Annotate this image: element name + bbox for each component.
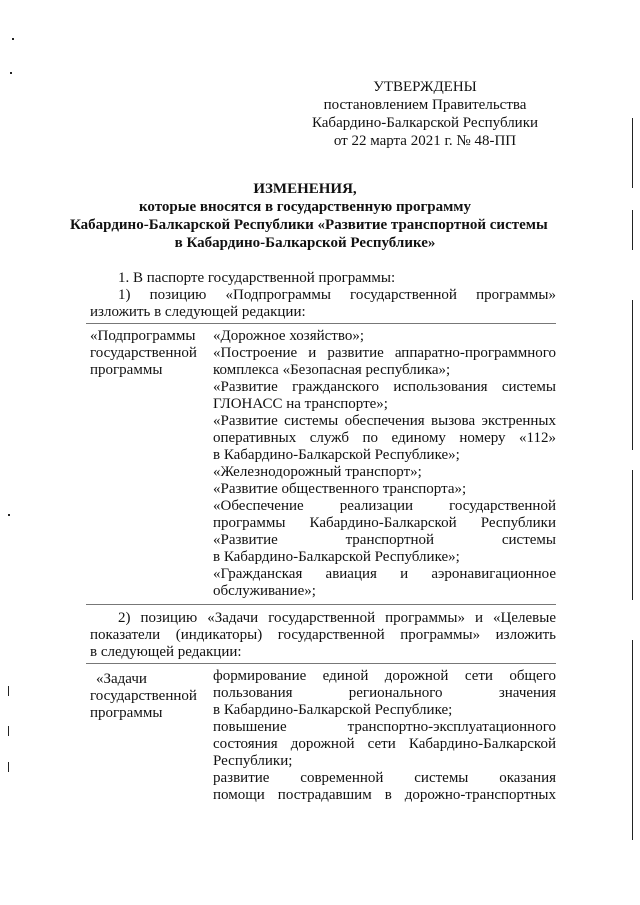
task-item: повышение транспортно-эксплуатационного xyxy=(213,719,556,735)
scan-mark xyxy=(12,38,14,40)
subprogram-item: «Развитие гражданского использования системы xyxy=(213,379,556,395)
subprogram-item: оперативных служб по единому номеру «112» xyxy=(213,430,556,446)
section2-line: 2) позицию «Задачи государственной программы» и «Целевые xyxy=(118,610,556,626)
subprogram-item: «Развитие транспортной системы xyxy=(213,532,556,548)
approval-date: от 22 марта 2021 г. № 48-ПП xyxy=(333,133,517,149)
scan-mark xyxy=(632,300,633,450)
table1-label xyxy=(90,328,197,379)
task-item: помощи пострадавшим в дорожно-транспортных xyxy=(213,787,556,803)
table2-top-rule xyxy=(86,663,556,664)
subprogram-item: «Дорожное хозяйство»; xyxy=(213,328,364,344)
table1-bottom-rule xyxy=(86,604,556,605)
table2-label-line: программы xyxy=(90,705,163,721)
section1-item1: 1) позицию «Подпрограммы государственной программы» xyxy=(118,287,556,303)
subprogram-item: «Развитие общественного транспорта»; xyxy=(213,481,467,497)
subprogram-item: в Кабардино-Балкарской Республике»; xyxy=(213,447,460,463)
scan-mark xyxy=(8,686,9,696)
title-line: Кабардино-Балкарской Республики «Развитие транспортной системы xyxy=(70,217,548,233)
table1-label-line: «Подпрограммы xyxy=(90,328,196,344)
scan-mark xyxy=(8,514,10,516)
task-item: формирование единой дорожной сети общего xyxy=(213,668,556,684)
subprogram-item: «Развитие системы обеспечения вызова экстренных xyxy=(213,413,556,429)
approval-line: постановлением Правительства xyxy=(323,97,527,113)
table1-content xyxy=(213,328,556,600)
title-line: которые вносятся в государственную программу xyxy=(138,199,472,215)
scan-mark xyxy=(8,762,9,772)
subprogram-item: программы Кабардино-Балкарской Республики xyxy=(213,515,556,531)
approval-heading: УТВЕРЖДЕНЫ xyxy=(373,79,477,95)
approval-line: Кабардино-Балкарской Республики xyxy=(311,115,539,131)
task-item: развитие современной системы оказания xyxy=(213,770,556,786)
table2-content xyxy=(213,668,556,804)
table1-label-line: государственной xyxy=(90,345,197,361)
title-line: в Кабардино-Балкарской Республике» xyxy=(174,235,436,251)
table2-label-line: «Задачи xyxy=(96,671,147,687)
table2-label xyxy=(90,671,197,722)
task-item: пользования регионального значения xyxy=(213,685,556,701)
scan-mark xyxy=(632,640,633,840)
table1-label-line: программы xyxy=(90,362,163,378)
section1-heading: 1. В паспорте государственной программы: xyxy=(118,270,396,286)
subprogram-item: «Железнодорожный транспорт»; xyxy=(213,464,422,480)
title-line: ИЗМЕНЕНИЯ, xyxy=(253,181,357,197)
subprogram-item: обслуживание»; xyxy=(213,583,316,599)
subprogram-item: «Построение и развитие аппаратно-программного xyxy=(213,345,556,361)
approval-stamp xyxy=(300,78,550,150)
section1-item1-cont: изложить в следующей редакции: xyxy=(90,304,306,320)
table2-label-line: государственной xyxy=(90,688,197,704)
document-title xyxy=(70,180,548,252)
scan-mark xyxy=(632,118,633,188)
section2-line: в следующей редакции: xyxy=(90,644,242,660)
task-item: в Кабардино-Балкарской Республике; xyxy=(213,702,453,718)
task-item: состояния дорожной сети Кабардино-Балкарской xyxy=(213,736,556,752)
subprogram-item: «Обеспечение реализации государственной xyxy=(213,498,556,514)
scan-mark xyxy=(10,72,12,74)
task-item: Республики; xyxy=(213,753,293,769)
scan-mark xyxy=(8,726,9,736)
subprogram-item: в Кабардино-Балкарской Республике»; xyxy=(213,549,460,565)
subprogram-item: ГЛОНАСС на транспорте»; xyxy=(213,396,388,412)
scan-mark xyxy=(632,210,633,250)
scan-mark xyxy=(632,470,633,600)
subprogram-item: комплекса «Безопасная республика»; xyxy=(213,362,451,378)
section2-line: показатели (индикаторы) государственной программы» изложить xyxy=(90,627,556,643)
subprogram-item: «Гражданская авиация и аэронавигационное xyxy=(213,566,556,582)
table1-top-rule xyxy=(86,323,556,324)
